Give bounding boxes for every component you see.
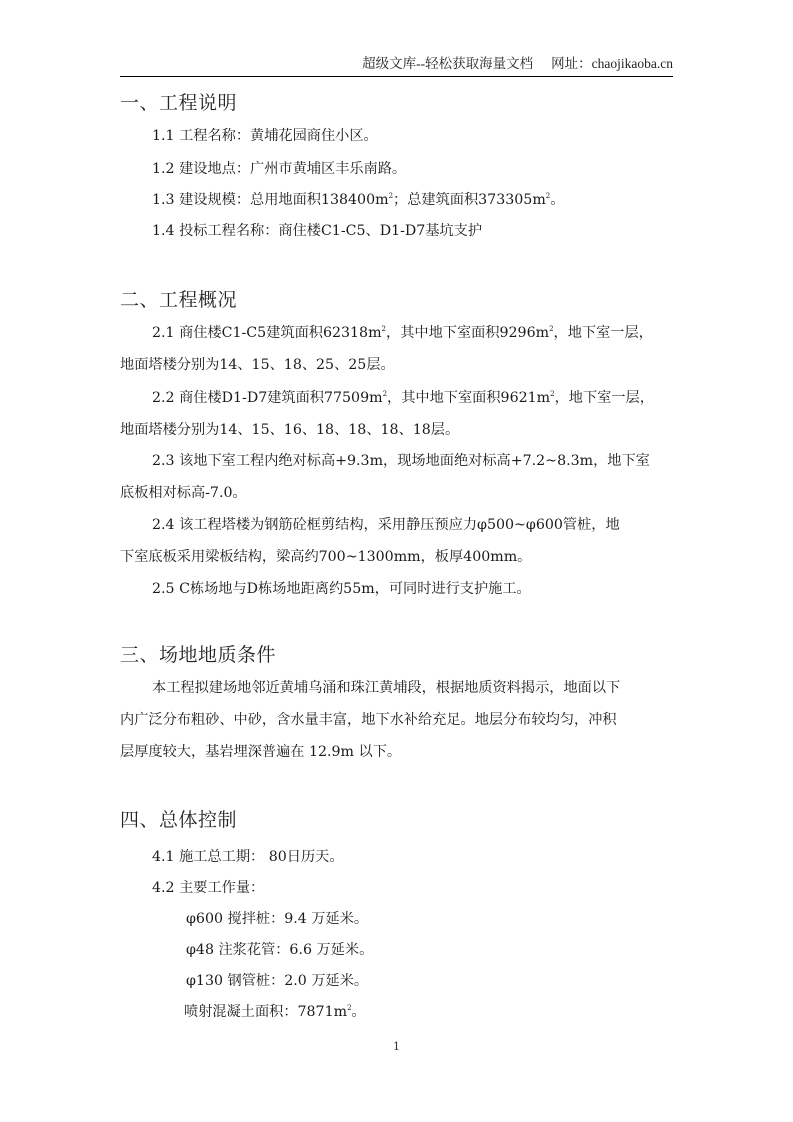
text-part: 2.2 商住楼D1-D7建筑面积77509m	[152, 390, 383, 406]
paragraph-2-1-cont: 地面塔楼分别为14、15、18、25、25层。	[120, 357, 395, 373]
paragraph-2-2	[152, 387, 654, 407]
section-3-title: 三、场地地质条件	[120, 644, 277, 666]
superscript: 2	[388, 192, 394, 200]
paragraph-2-4-cont: 下室底板采用梁板结构，梁高约700~1300mm，板厚400mm。	[120, 549, 532, 565]
superscript: 2	[382, 390, 388, 398]
paragraph-3-1-cont: 内广泛分布粗砂、中砂，含水量丰富，地下水补给充足。地层分布较均匀，冲积	[120, 712, 617, 728]
paragraph-2-3-cont: 底板相对标高-7.0。	[120, 485, 247, 501]
workload-item-3: φ130 钢管桩：2.0 万延米。	[186, 973, 369, 989]
text-part: 1.3 建设规模：总用地面积138400m	[152, 192, 389, 208]
section-2-title: 二、工程概况	[120, 289, 238, 311]
paragraph-4-1: 4.1 施工总工期： 80日历天。	[152, 849, 344, 865]
text-part: 2.1 商住楼C1-C5建筑面积62318m	[152, 325, 382, 341]
text-part: ，其中地下室面积9621m	[387, 390, 551, 406]
text-part: ；总建筑面积373305m	[393, 192, 546, 208]
paragraph-2-1	[152, 322, 653, 342]
page-number: 1	[393, 1040, 400, 1053]
text-part: ，其中地下室面积9296m	[386, 325, 550, 341]
header-library-text: 超级文库--轻松获取海量文档	[362, 56, 534, 71]
paragraph-1-2: 1.2 建设地点：广州市黄埔区丰乐南路。	[152, 161, 407, 177]
superscript: 2	[545, 192, 551, 200]
text-part: 。	[351, 1004, 366, 1020]
header-divider	[120, 76, 673, 77]
paragraph-4-2: 4.2 主要工作量：	[152, 880, 265, 896]
paragraph-3-1: 本工程拟建场地邻近黄埔乌涌和珠江黄埔段，根据地质资料揭示，地面以下	[152, 680, 621, 696]
paragraph-2-2-cont: 地面塔楼分别为14、15、16、18、18、18、18层。	[120, 422, 460, 438]
header-site-text: 网址：chaojikaoba.cn	[551, 56, 673, 71]
page-header	[120, 52, 673, 76]
workload-item-4	[184, 1001, 366, 1021]
workload-item-1: φ600 搅拌桩：9.4 万延米。	[186, 911, 369, 927]
superscript: 2	[381, 325, 386, 333]
superscript: 2	[347, 1004, 352, 1012]
section-4-title: 四、总体控制	[120, 809, 238, 831]
paragraph-1-4: 1.4 投标工程名称：商住楼C1-C5、D1-D7基坑支护	[152, 223, 483, 239]
paragraph-3-1-cont2: 层厚度较大，基岩埋深普遍在 12.9m 以下。	[120, 744, 402, 760]
superscript: 2	[549, 325, 554, 333]
paragraph-1-3	[152, 189, 564, 209]
paragraph-2-3: 2.3 该地下室工程内绝对标高+9.3m，现场地面绝对标高+7.2~8.3m，地下室	[152, 453, 650, 469]
section-1-title: 一、工程说明	[120, 92, 238, 114]
text-part: ，地下室一层，	[553, 325, 653, 341]
paragraph-2-4: 2.4 该工程塔楼为钢筋砼框剪结构，采用静压预应力φ500~φ600管桩，地	[152, 517, 620, 533]
text-part: 喷射混凝土面积：7871m	[184, 1004, 348, 1020]
paragraph-1-1: 1.1 工程名称：黄埔花园商住小区。	[152, 128, 378, 144]
paragraph-2-5: 2.5 C栋场地与D栋场地距离约55m，可同时进行支护施工。	[152, 581, 531, 597]
text-part: ，地下室一层，	[554, 390, 654, 406]
text-part: 。	[550, 192, 565, 208]
workload-item-2: φ48 注浆花管：6.6 万延米。	[186, 942, 374, 958]
superscript: 2	[550, 390, 555, 398]
